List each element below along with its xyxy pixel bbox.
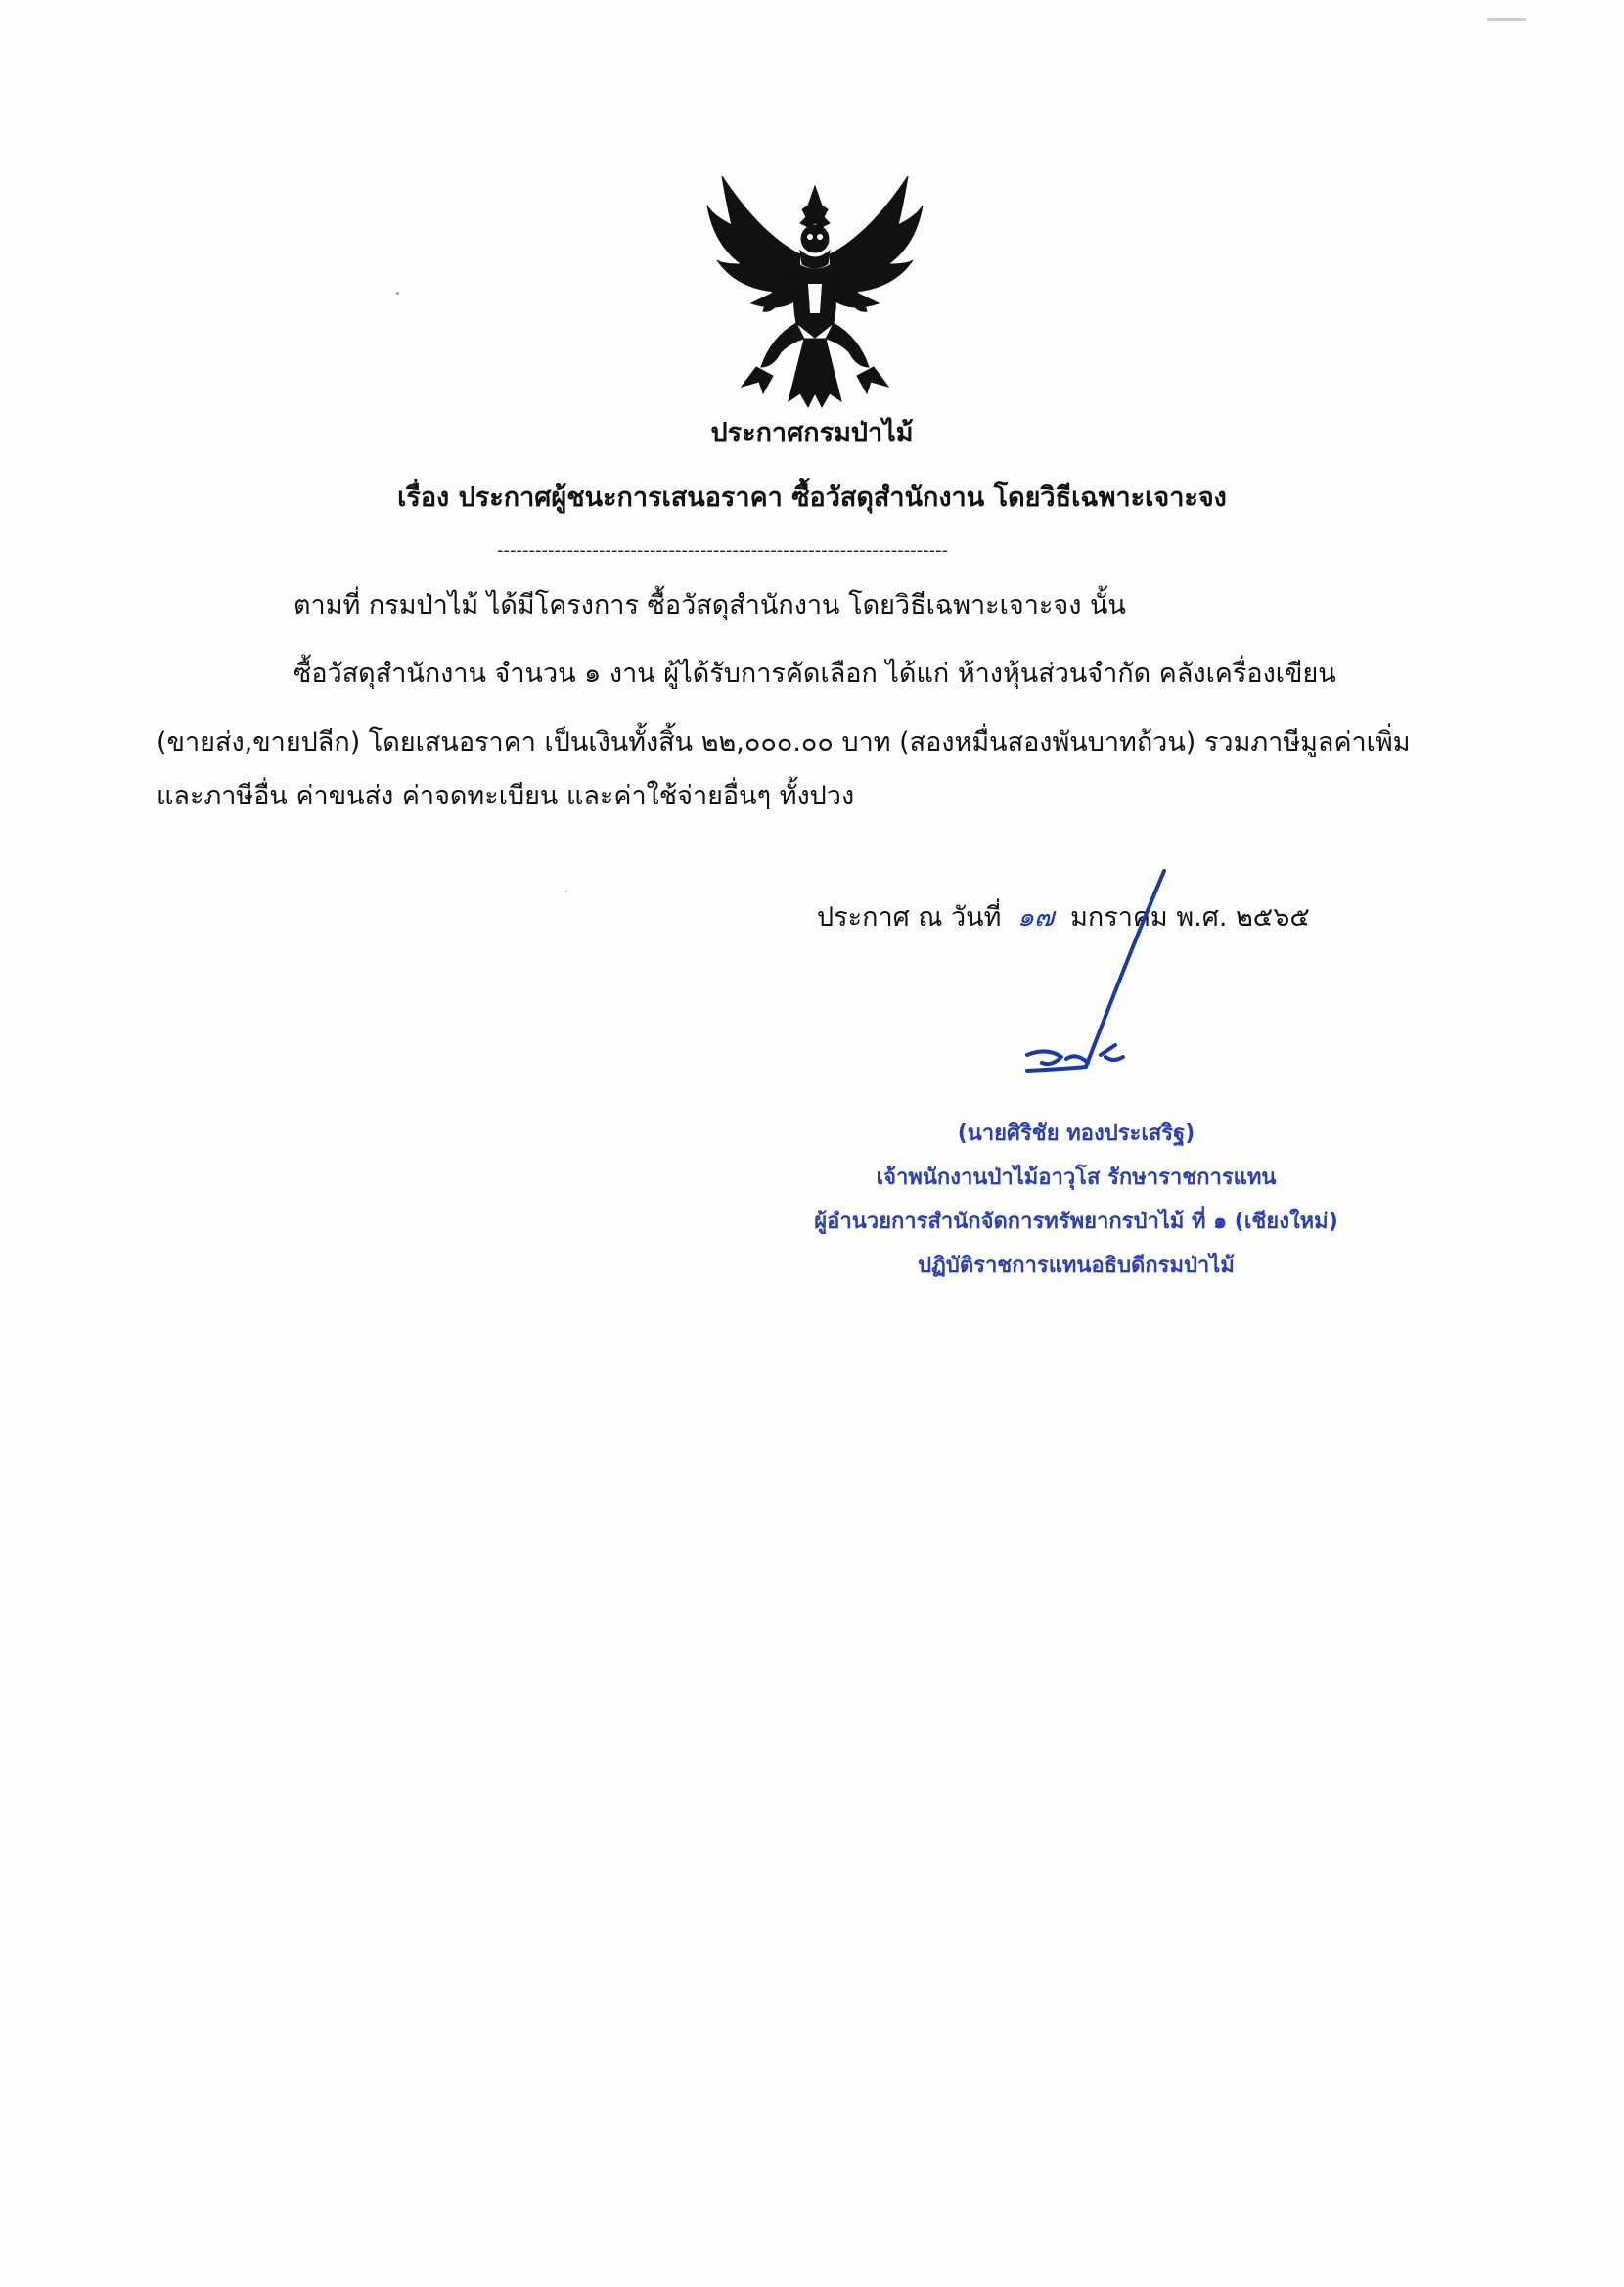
- scan-speck: [396, 292, 399, 295]
- signer-position-1: เจ้าพนักงานป่าไม้อาวุโส รักษาราชการแทน: [876, 1166, 1277, 1190]
- signature-icon: [1008, 861, 1203, 1086]
- paragraph-2-line-1: ซื้อวัสดุสำนักงาน จำนวน ๑ งาน ผู้ได้รับการคัดเลือก ได้แก่ ห้างหุ้นส่วนจำกัด คลังเครื่องเขียน: [293, 659, 1336, 689]
- paragraph-2-line-2: (ขายส่ง,ขายปลีก) โดยเสนอราคา เป็นเงินทั้งสิ้น ๒๒,๐๐๐.๐๐ บาท (สองหมื่นสองพันบาทถ้วน) รวมภาษีมูลค่าเพิ่ม: [157, 727, 1411, 757]
- date-prefix: ประกาศ ณ วันที่: [817, 902, 1002, 933]
- header-separator: -----------------------------------------------------------------------: [497, 540, 949, 561]
- garuda-emblem-icon: [702, 166, 927, 411]
- signer-position-3: ปฏิบัติราชการแทนอธิบดีกรมป่าไม้: [918, 1254, 1235, 1278]
- date-month-year: มกราคม พ.ศ. ๒๕๖๕: [1070, 902, 1310, 933]
- document-title: ประกาศกรมป่าไม้: [710, 418, 914, 448]
- signer-position-2: ผู้อำนวยการสำนักจัดการทรัพยากรป่าไม้ ที่ ๑ (เชียงใหม่): [814, 1210, 1338, 1234]
- paragraph-2-line-3: และภาษีอื่น ค่าขนส่ง ค่าจดทะเบียน และค่าใช้จ่ายอื่นๆ ทั้งปวง: [157, 781, 855, 811]
- scan-speck: [1487, 18, 1526, 21]
- paragraph-1: ตามที่ กรมป่าไม้ ได้มีโครงการ ซื้อวัสดุสำนักงาน โดยวิธีเฉพาะเจาะจง นั้น: [293, 590, 1126, 620]
- signer-name: (นายศิริชัย ทองประเสริฐ): [957, 1121, 1195, 1146]
- document-subject: เรื่อง ประกาศผู้ชนะการเสนอราคา ซื้อวัสดุสำนักงาน โดยวิธีเฉพาะเจาะจง: [397, 482, 1227, 513]
- scan-speck: [565, 891, 567, 892]
- date-day: ๑๗: [1017, 902, 1055, 933]
